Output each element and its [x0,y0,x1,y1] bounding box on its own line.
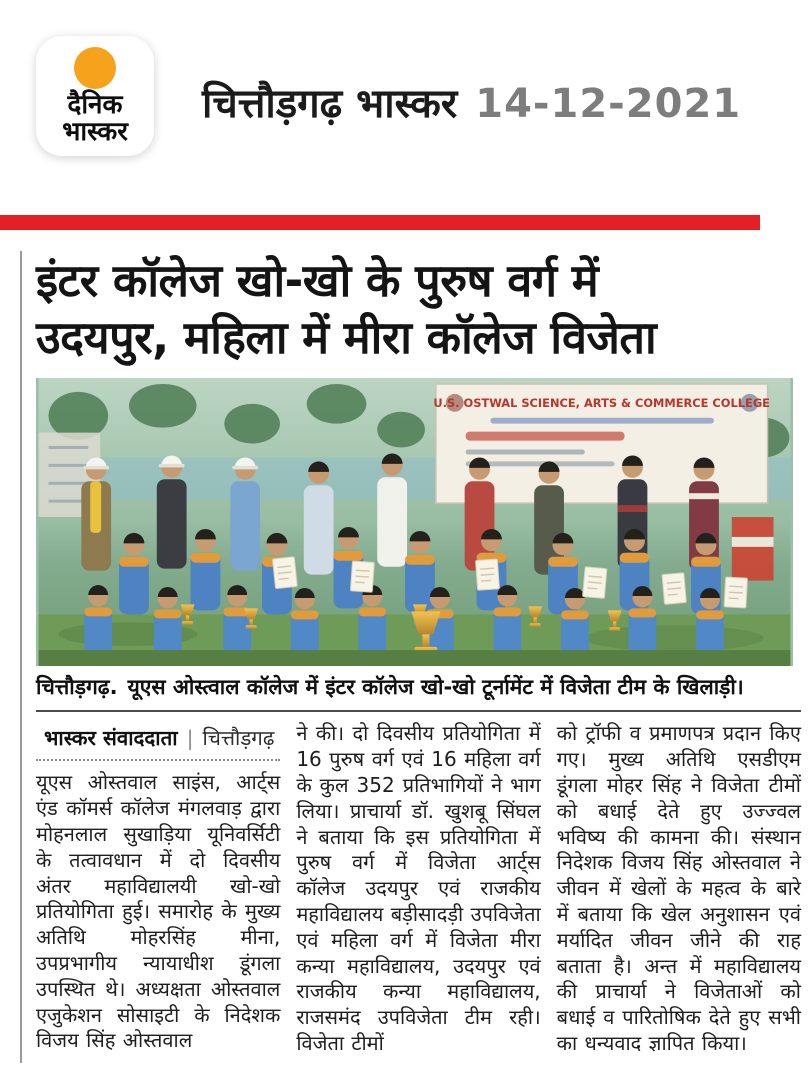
column-3-text: को ट्रॉफी व प्रमाणपत्र प्रदान किए गए। मुख्य अतिथि एसडीएम डूंगला मोहर सिंह ने विजेता टीमों को बधाई देते हुए उज्ज्वल भविष्य की कामना की। संस्थान निदेशक विजय सिंह ओस्तवाल ने जीवन में खेलों के महत्व के बारे में बताया कि खेल अनुशासन एवं मर्यादित जीवन जीने की राह बताता है। अन्त में महाविद्यालय की प्राचार्या ने विजेताओं को बधाई व पारितोषिक देते हुए सभी का धन्यवाद ज्ञापित किया। [556,721,801,1055]
caption-text: यूएस ओस्त्वाल कॉलेज में इंटर कॉलेज खो-खो टूर्नामेंट में विजेता टीम के खिलाड़ी। [127,675,744,700]
headline-line2: उदयपुर, महिला में मीरा कॉलेज विजेता [36,310,657,364]
byline-dotted-rule [36,759,280,761]
column-3 [557,721,801,1056]
article-body [36,721,801,1056]
headline-line1: इंटर कॉलेज खो-खो के पुरुष वर्ग में [36,254,599,307]
dainik-bhaskar-logo [36,36,154,156]
byline-reporter: भास्कर संवाददाता [44,726,178,751]
flag [732,517,774,581]
banner-text: U.S. OSTWAL SCIENCE, ARTS & COMMERCE COLLEGE [433,396,770,411]
header [0,0,812,215]
caption-location: चित्तौड़गढ़. [36,675,118,700]
byline-location: चित्तौड़गढ़ [202,726,275,751]
article [20,251,812,1063]
red-divider-bar [0,215,760,230]
edition-title: चित्तौड़गढ़ भास्कर [202,81,458,127]
header-title-row [202,74,741,129]
column-1 [36,721,280,1056]
headline [36,253,812,366]
team-photo-illustration [36,378,793,666]
edition-date: 14-12-2021 [475,81,742,127]
team-photo [36,378,793,666]
column-2-text: ने की। दो दिवसीय प्रतियोगिता में 16 पुरुष वर्ग एवं 16 महिला वर्ग के कुल 352 प्रतिभागियों ने भाग लिया। प्राचार्या डॉ. खुशबू सिंघल ने बताया कि इस प्रतियोगिता में पुरुष वर्ग में विजेता आर्ट्स कॉलेज उदयपुर एवं राजकीय महाविद्यालय बड़ीसादड़ी उपविजेता एवं महिला वर्ग में विजेता मीरा कन्या महाविद्यालय, उदयपुर एवं राजकीय कन्या महाविद्यालय, राजसमंद उपविजेता टीम रही। विजेता टीमों [296,721,541,1055]
sun-icon [74,47,116,89]
photo-caption [36,673,793,701]
logo-text-line2: भास्कर [62,116,128,147]
logo-text-line1: दैनिक [67,89,123,120]
players-middle-row [119,527,721,614]
byline-separator: | [186,726,194,751]
byline [36,721,280,752]
column-1-text: यूएस ओस्तवाल साइंस, आर्ट्स एंड कॉमर्स कॉलेज मंगलवाड़ द्वारा मोहनलाल सुखाड़िया यूनिवर्सिटी के तत्वावधान में दो दिवसीय अंतर महाविद्यालयी खो-खो प्रतियोगिता हुई। समारोह के मुख्य अतिथि मोहरसिंह मीना, उपप्रभागीय न्यायाधीश डूंगला उपस्थित थे। अध्यक्षता ओस्तवाल एजुकेशन सोसाइटी के निदेशक विजय सिंह ओस्तवाल [36,770,281,1053]
caption-divider [36,710,801,712]
column-2 [296,721,540,1056]
